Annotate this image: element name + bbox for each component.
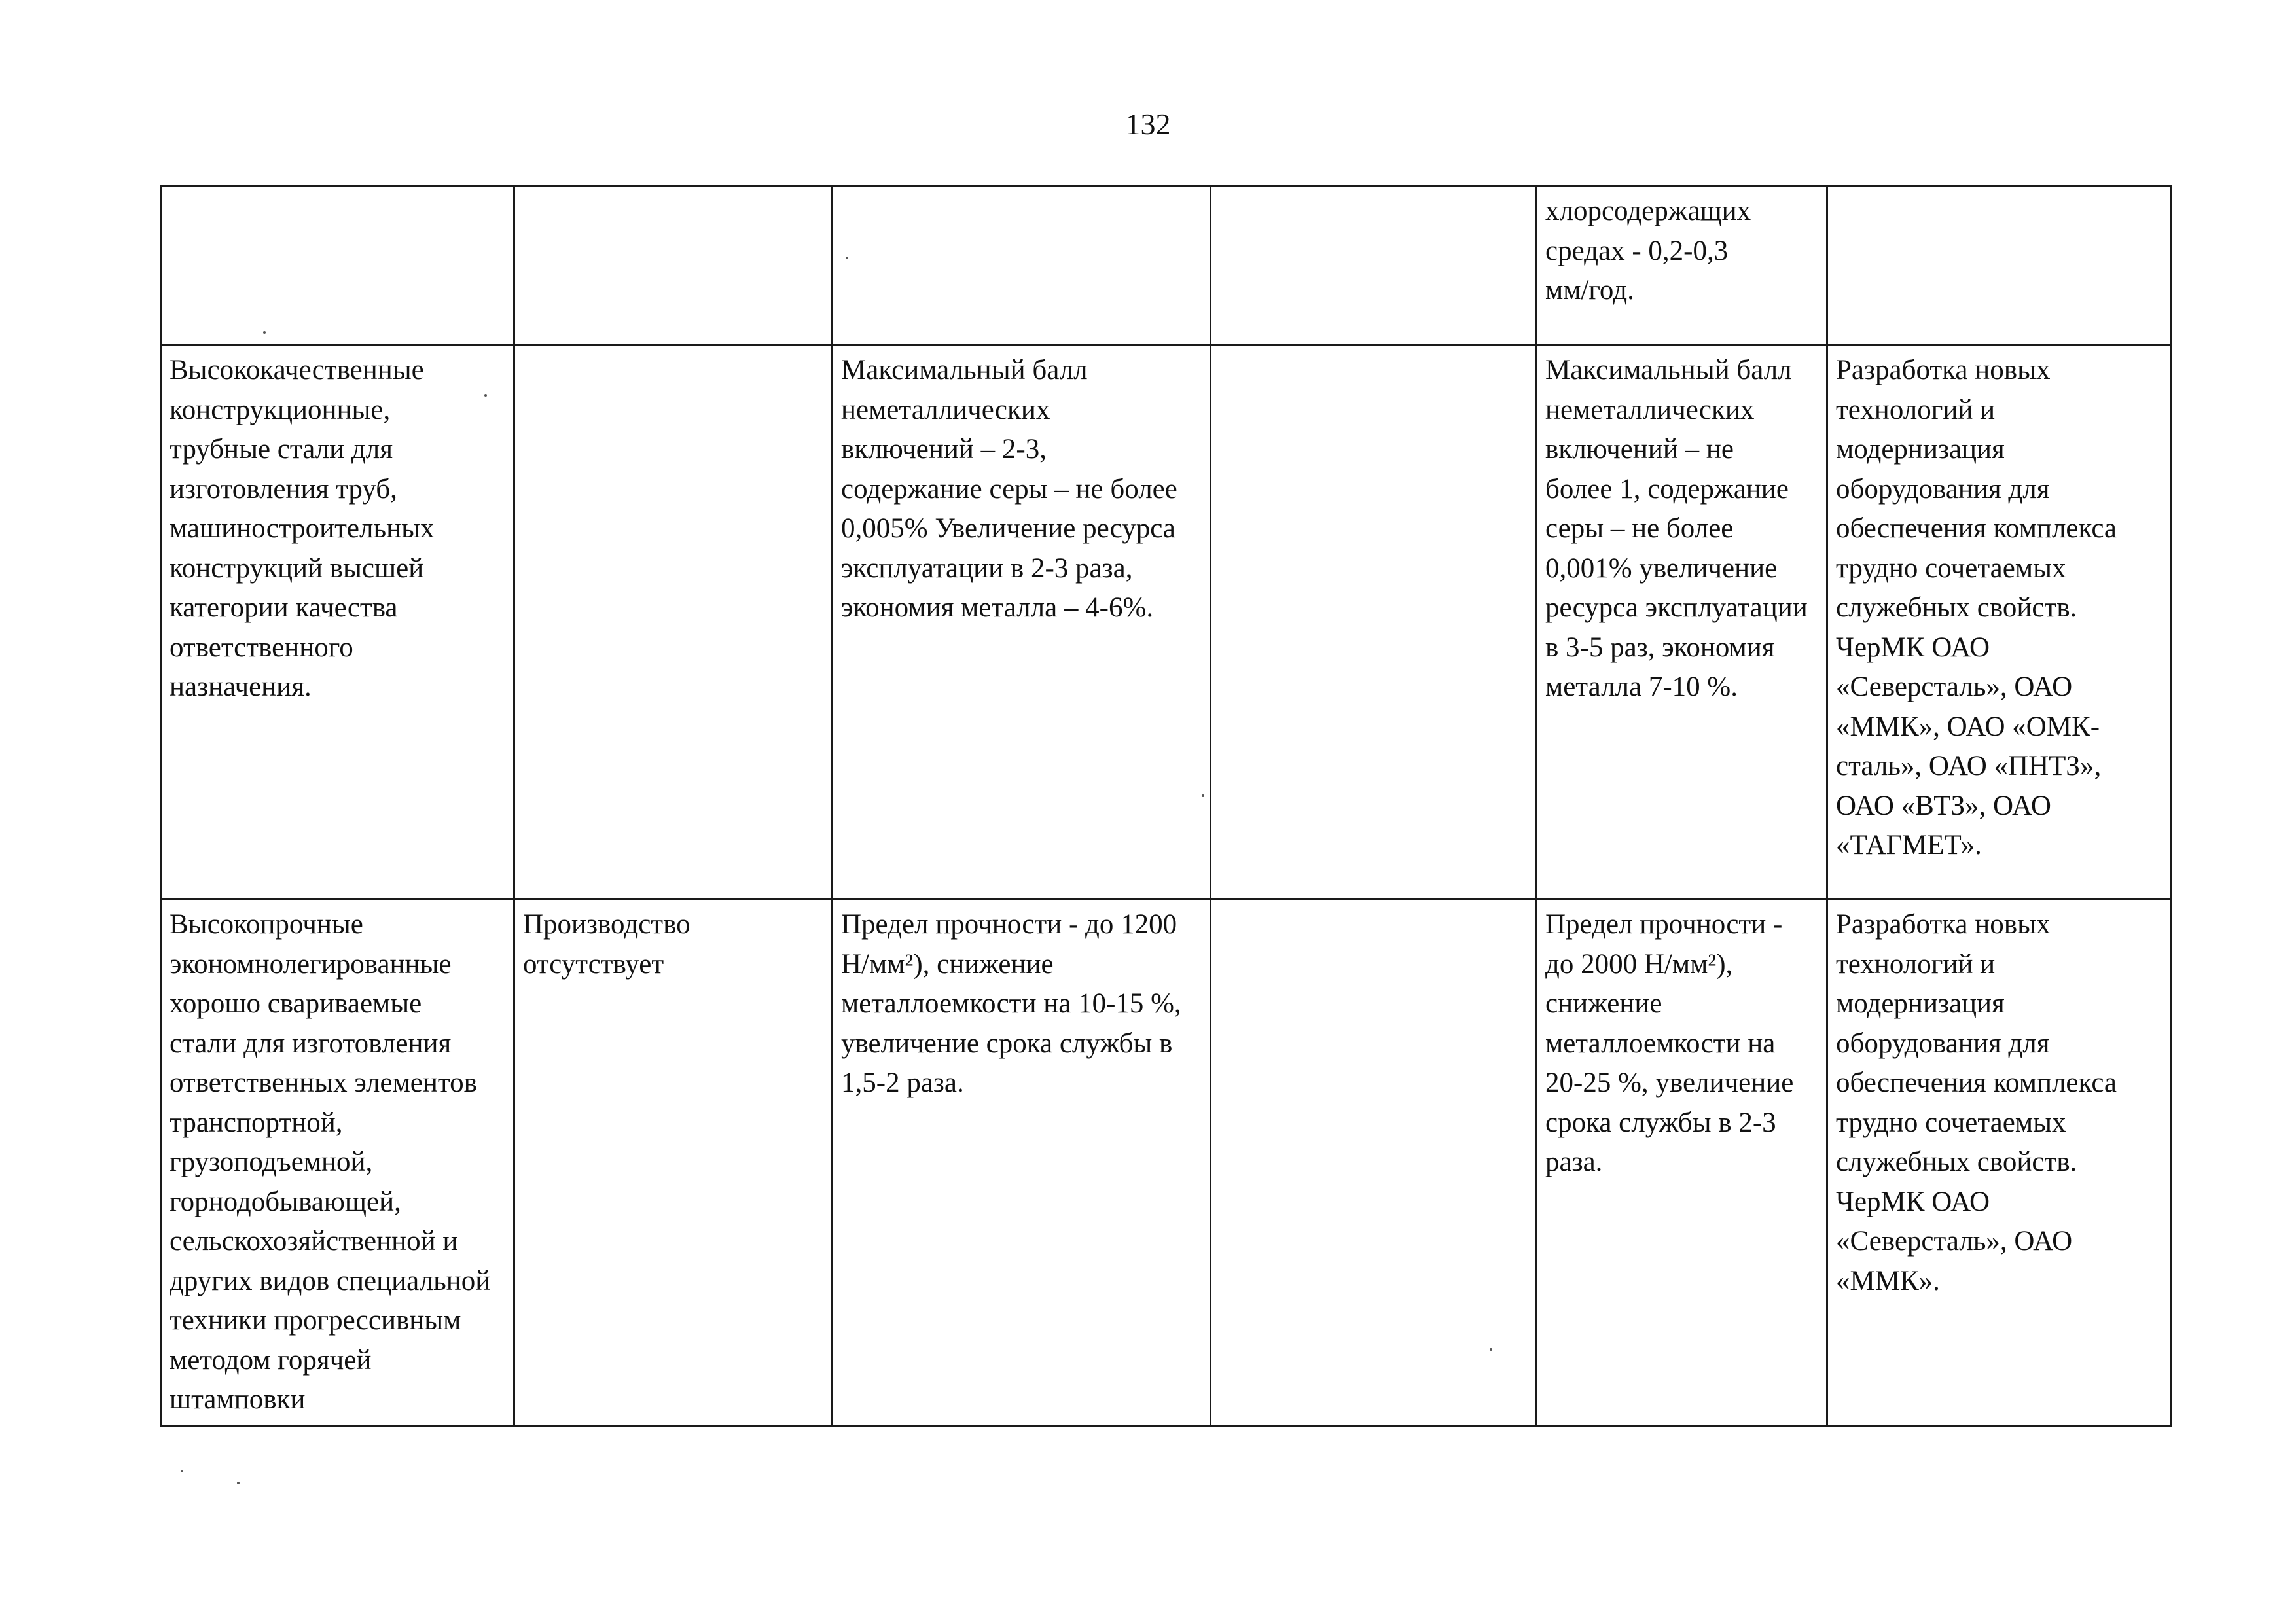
table-cell: Разработка новых технологий и модернизация оборудования для обеспечения комплекса трудно сочетаемых служебных свойств. ЧерМК ОАО «Северсталь», ОАО «ММК», ОАО «ОМК- сталь», ОАО «ПНТЗ», ОАО «ВТЗ», ОАО «ТАГМЕТ». <box>1827 345 2172 899</box>
table-cell <box>1211 345 1537 899</box>
table-cell <box>514 186 833 345</box>
scan-speck <box>484 394 487 397</box>
data-table <box>160 185 2172 1427</box>
scan-speck <box>237 1482 240 1484</box>
page-number: 132 <box>1125 107 1171 141</box>
scan-speck <box>1202 794 1204 797</box>
table-cell <box>1827 186 2172 345</box>
table-row <box>161 345 2172 899</box>
scan-speck <box>846 257 848 259</box>
table-cell <box>514 345 833 899</box>
table-cell: хлорсодержащих средах - 0,2-0,3 мм/год. <box>1537 186 1827 345</box>
table-cell <box>833 186 1211 345</box>
table-cell: Предел прочности - до 1200 Н/мм²), снижение металлоемкости на 10-15 %, увеличение срока службы в 1,5-2 раза. <box>833 899 1211 1427</box>
scan-speck <box>263 331 266 334</box>
table-cell: Разработка новых технологий и модернизация оборудования для обеспечения комплекса трудно сочетаемых служебных свойств. ЧерМК ОАО «Северсталь», ОАО «ММК». <box>1827 899 2172 1427</box>
table-row <box>161 186 2172 345</box>
table-cell <box>1211 899 1537 1427</box>
table-row <box>161 899 2172 1427</box>
scan-speck <box>1490 1348 1492 1351</box>
scan-speck <box>181 1470 183 1472</box>
table-cell: Высококачественные конструкционные, трубные стали для изготовления труб, машиностроительных конструкций высшей категории качества ответственного назначения. <box>161 345 514 899</box>
table-cell <box>1211 186 1537 345</box>
table-cell: Предел прочности - до 2000 Н/мм²), снижение металлоемкости на 20-25 %, увеличение срока службы в 2-3 раза. <box>1537 899 1827 1427</box>
table-cell <box>161 186 514 345</box>
table-cell: Максимальный балл неметаллических включений – не более 1, содержание серы – не более 0,001% увеличение ресурса эксплуатации в 3-5 раз, экономия металла 7-10 %. <box>1537 345 1827 899</box>
table-cell: Производство отсутствует <box>514 899 833 1427</box>
table-cell: Высокопрочные экономнолегированные хорошо свариваемые стали для изготовления ответственных элементов транспортной, грузоподъемной, горнодобывающей, сельскохозяйственной и других видов специальной техники прогрессивным методом горячей штамповки <box>161 899 514 1427</box>
table-cell: Максимальный балл неметаллических включений – 2-3, содержание серы – не более 0,005% Увеличение ресурса эксплуатации в 2-3 раза, экономия металла – 4-6%. <box>833 345 1211 899</box>
